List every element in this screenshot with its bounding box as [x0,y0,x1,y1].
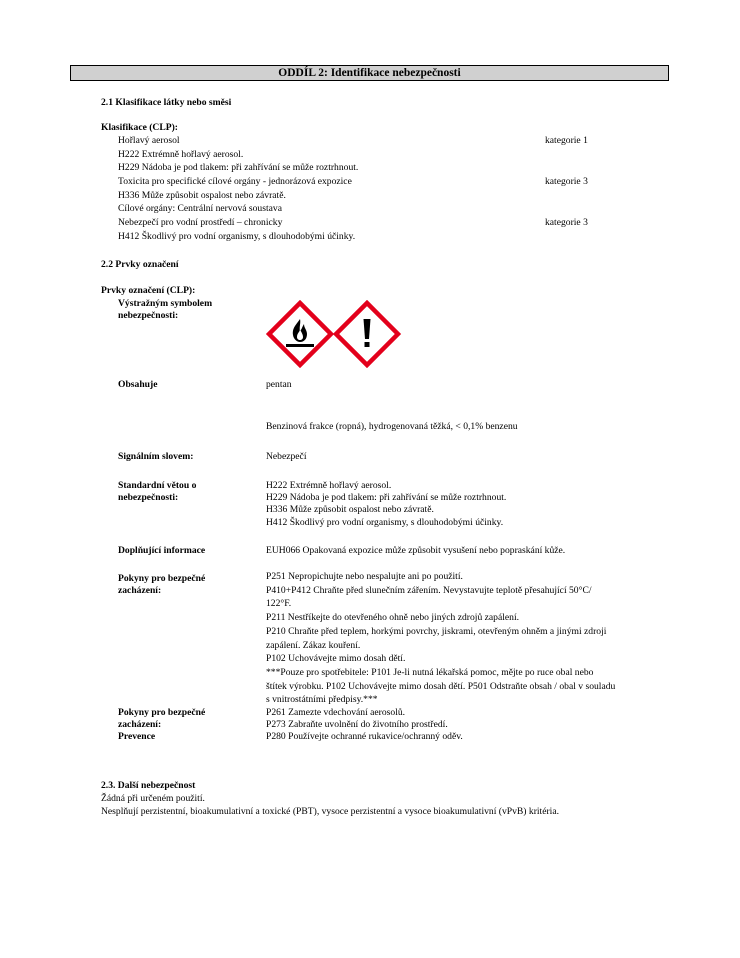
classification-row: Cílové orgány: Centrální nervová soustava [118,203,282,214]
classification-row: H229 Nádoba je pod tlakem: při zahřívání se může roztrhnout. [118,162,359,173]
supplementary-info-label: Doplňující informace [118,545,206,556]
handling-statements-list [266,570,615,707]
precautionary-statement: s vnitrostátními předpisy.*** [266,694,378,706]
signal-word-label: Signálním slovem: [118,451,194,462]
section-title: ODDÍL 2: Identifikace nebezpečnosti [70,65,669,81]
contains-value-2: Benzinová frakce (ropná), hydrogenovaná těžká, < 0,1% benzenu [266,421,518,432]
precautionary-statement: ***Pouze pro spotřebitele: P101 Je-li nutná lékařská pomoc, mějte po ruce obal nebo [266,666,594,678]
classification-row: Toxicita pro specifické cílové orgány - jednorázová expozice [118,176,352,187]
contains-value-1: pentan [266,379,292,390]
precautionary-statement: P410+P412 Chraňte před slunečním zářením. Nevystavujte teplotě přesahující 50°C/ [266,584,592,596]
hazard-statement: H222 Extrémně hořlavý aerosol. [266,480,392,491]
precautionary-statement: P280 Používejte ochranné rukavice/ochranný oděv. [266,731,463,743]
subsection-2-2-heading: 2.2 Prvky označení [101,259,179,270]
subsection-2-3-heading: 2.3. Další nebezpečnost [101,780,196,791]
precautionary-statement: P273 Zabraňte uvolnění do životního prostředí. [266,719,448,731]
classification-row: H412 Škodlivý pro vodní organismy, s dlouhodobými účinky. [118,231,356,242]
classification-row: Hořlavý aerosol [118,135,180,146]
hazard-statement: H412 Škodlivý pro vodní organismy, s dlouhodobými účinky. [266,516,504,528]
precautionary-statement: zapálení. Zákaz kouření. [266,639,361,651]
exclamation-pictogram-icon [333,300,401,368]
hazard-statements-label: Standardní větou o nebezpečnosti: [118,480,197,504]
subsection-2-1-heading: 2.1 Klasifikace látky nebo směsi [101,97,232,108]
hazard-statements-list [266,480,506,529]
classification-row: H336 Může způsobit ospalost nebo závratě. [118,190,286,201]
precautionary-statement: P251 Nepropichujte nebo nespalujte ani po použití. [266,571,463,582]
precautionary-statement: P102 Uchovávejte mimo dosah dětí. [266,653,406,665]
classification-category: kategorie 1 [545,135,588,146]
precautionary-statement: P261 Zamezte vdechování aerosolů. [266,707,406,718]
classification-category: kategorie 3 [545,176,588,187]
other-hazards-line-1: Žádná při určeném použití. [101,793,205,804]
other-hazards-line-2: Nesplňují perzistentní, bioakumulativní a toxické (PBT), vysoce perzistentní a vysoce bioakumulativní (vPvB) kritéria. [101,806,559,817]
prevention-label: Pokyny pro bezpečné zacházení: Prevence [118,707,206,743]
precautionary-statement: P210 Chraňte před teplem, horkými povrchy, jiskrami, otevřeným ohněm a jinými zdroji [266,625,607,637]
classification-row: H222 Extrémně hořlavý aerosol. [118,149,244,160]
precautionary-statement: P211 Nestříkejte do otevřeného ohně nebo jiných zdrojů zapálení. [266,612,520,624]
supplementary-info-value: EUH066 Opakovaná expozice může způsobit vysušení nebo popraskání kůže. [266,545,566,556]
prevention-statements-list [266,707,463,744]
label-elements-heading: Prvky označení (CLP): [101,285,196,296]
contains-label: Obsahuje [118,379,158,390]
precautionary-statement: 122°F. [266,598,292,610]
symbol-label: Výstražným symbolem nebezpečnosti: [118,298,213,322]
classification-heading: Klasifikace (CLP): [101,122,179,133]
hazard-statement: H336 Může způsobit ospalost nebo závratě. [266,504,434,516]
classification-category: kategorie 3 [545,217,588,228]
classification-row: Nebezpečí pro vodní prostředí – chronicky [118,217,283,228]
handling-label: Pokyny pro bezpečné zacházení: [118,573,206,597]
flame-pictogram-icon [266,300,334,368]
hazard-statement: H229 Nádoba je pod tlakem: při zahřívání se může roztrhnout. [266,492,507,504]
signal-word-value: Nebezpečí [266,451,307,462]
precautionary-statement: štítek výrobku. P102 Uchovávejte mimo dosah dětí. P501 Odstraňte obsah / obal v souladu [266,680,616,692]
